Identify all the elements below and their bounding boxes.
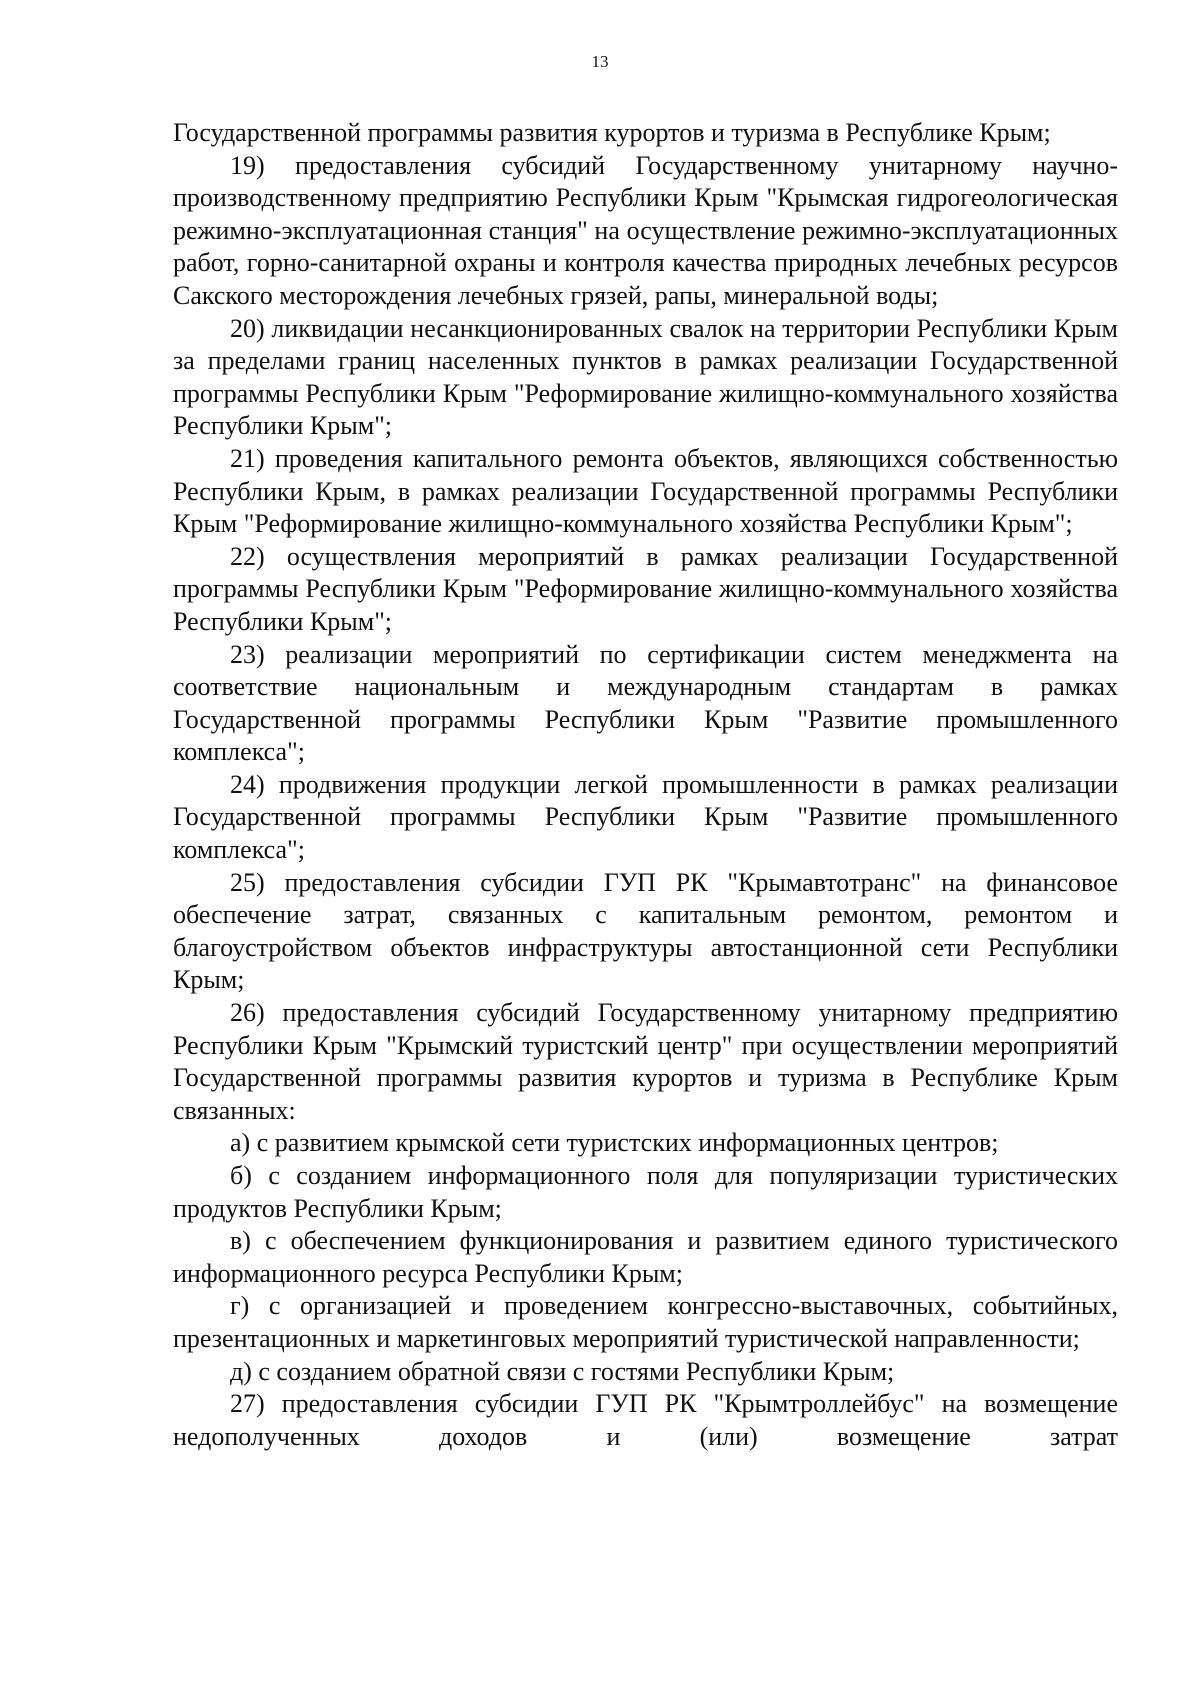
document-body — [173, 117, 1118, 1453]
paragraph: а) с развитием крымской сети туристских информационных центров; — [230, 1128, 999, 1158]
paragraph: 27) предоставления субсидии ГУП РК "Крымтроллейбус" на возмещение недополученных доходов и (или) возмещение затрат — [173, 1389, 1118, 1451]
paragraph: г) с организацией и проведением конгрессно-выставочных, событийных, презентационных и маркетинговых мероприятий туристической направленности; — [173, 1291, 1118, 1353]
paragraph: б) с созданием информационного поля для популяризации туристических продуктов Республики Крым; — [173, 1161, 1118, 1223]
paragraph: 19) предоставления субсидий Государственному унитарному научно-производственному предприятию Республики Крым "Крымская гидрогеологическая режимно-эксплуатационная станция" на осуществление режимно-эксплуатационных работ, горно-санитарной охраны и контроля качества природных лечебных ресурсов Сакского месторождения лечебных грязей, рапы, минеральной воды; — [173, 150, 1118, 310]
paragraph: 26) предоставления субсидий Государственному унитарному предприятию Республики Крым "Крымский туристский центр" при осуществлении мероприятий Государственной программы развития курортов и туризма в Республике Крым связанных: — [173, 998, 1118, 1125]
paragraph: 25) предоставления субсидии ГУП РК "Крымавтотранс" на финансовое обеспечение затрат, связанных с капитальным ремонтом, ремонтом и благоустройством объектов инфраструктуры автостанционной сети Республики Крым; — [173, 867, 1118, 995]
page-number: 13 — [591, 52, 609, 71]
paragraph: д) с созданием обратной связи с гостями Республики Крым; — [230, 1356, 895, 1386]
paragraph: 22) осуществления мероприятий в рамках реализации Государственной программы Республики Крым "Реформирование жилищно-коммунального хозяйства Республики Крым"; — [173, 541, 1118, 636]
paragraph: Государственной программы развития курортов и туризма в Республике Крым; — [173, 118, 1051, 147]
paragraph: 24) продвижения продукции легкой промышленности в рамках реализации Государственной программы Республики Крым "Развитие промышленного комплекса"; — [173, 769, 1118, 865]
paragraph: 20) ликвидации несанкционированных свалок на территории Республики Крым за пределами границ населенных пунктов в рамках реализации Государственной программы Республики Крым "Реформирование жилищно-коммунального хозяйства Республики Крым"; — [173, 313, 1118, 441]
paragraph: 21) проведения капитального ремонта объектов, являющихся собственностью Республики Крым, в рамках реализации Государственной программы Республики Крым "Реформирование жилищно-коммунального хозяйства Республики Крым"; — [173, 443, 1118, 539]
paragraph: 23) реализации мероприятий по сертификации систем менеджмента на соответствие национальным и международным стандартам в рамках Государственной программы Республики Крым "Развитие промышленного комплекса"; — [173, 639, 1118, 767]
paragraph: в) с обеспечением функционирования и развитием единого туристического информационного ресурса Республики Крым; — [173, 1226, 1118, 1288]
